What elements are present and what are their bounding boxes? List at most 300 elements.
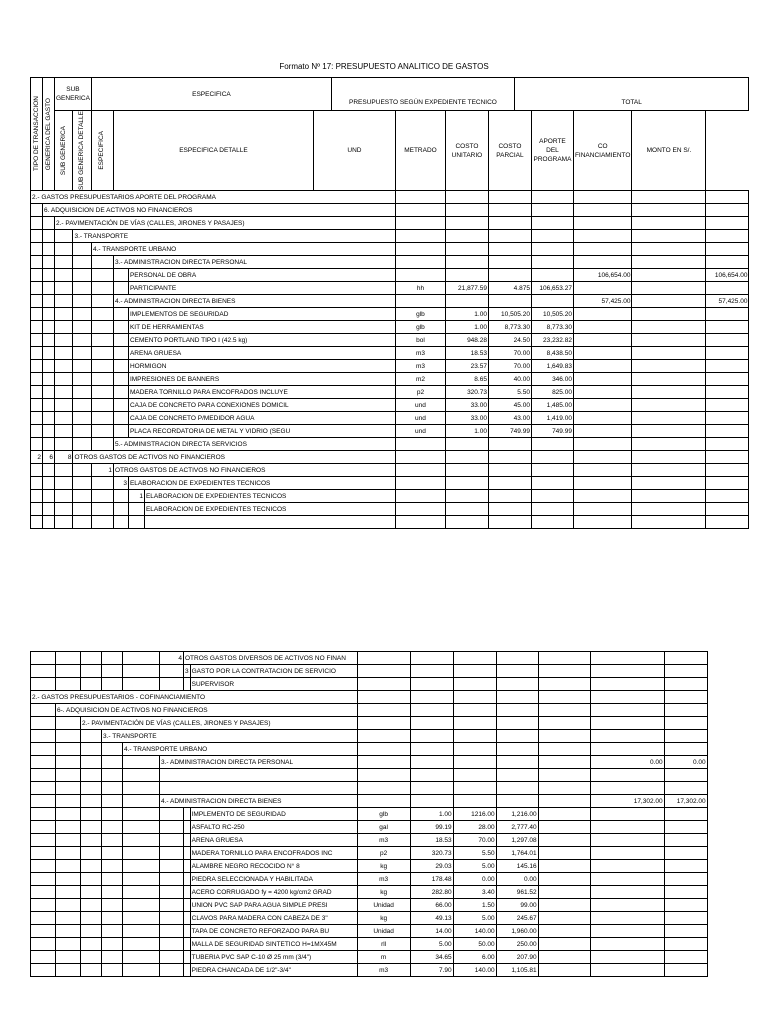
metrado-cell xyxy=(410,704,453,717)
metrado-cell xyxy=(445,438,488,451)
costo-unitario-cell: 5.00 xyxy=(453,860,496,873)
costo-unitario-cell xyxy=(488,477,531,490)
aporte-cell xyxy=(538,860,590,873)
costo-parcial-cell: 749.99 xyxy=(531,425,573,438)
cofin-cell xyxy=(590,652,664,665)
row-description xyxy=(144,516,395,529)
table-row xyxy=(31,691,708,704)
table-row xyxy=(31,795,708,808)
und-cell: hh xyxy=(395,282,445,295)
monto-cell xyxy=(706,412,749,425)
code-cell: 1 xyxy=(128,490,144,503)
costo-unitario-cell: 70.00 xyxy=(488,347,531,360)
costo-unitario-cell xyxy=(453,652,496,665)
monto-cell: 17,302.00 xyxy=(664,795,707,808)
row-description: TAPA DE CONCRETO REFORZADO PARA BU xyxy=(190,925,357,938)
metrado-cell: 49.13 xyxy=(410,912,453,925)
und-cell xyxy=(357,717,410,730)
costo-parcial-cell xyxy=(531,256,573,269)
metrado-cell xyxy=(445,230,488,243)
aporte-cell xyxy=(573,373,632,386)
costo-unitario-cell: 70.00 xyxy=(488,360,531,373)
row-description: CEMENTO PORTLAND TIPO I (42.5 kg) xyxy=(128,334,395,347)
cofin-cell xyxy=(632,503,706,516)
table-row xyxy=(31,269,749,282)
costo-parcial-cell: 1,485.00 xyxy=(531,399,573,412)
costo-parcial-cell xyxy=(531,516,573,529)
metrado-cell xyxy=(445,256,488,269)
und-cell: und xyxy=(395,425,445,438)
costo-unitario-cell: 50.00 xyxy=(453,938,496,951)
metrado-cell xyxy=(410,782,453,795)
row-description xyxy=(160,782,358,795)
costo-parcial-cell: 245.67 xyxy=(496,912,538,925)
cofin-cell xyxy=(632,438,706,451)
aporte-cell xyxy=(573,516,632,529)
und-cell xyxy=(395,269,445,282)
costo-parcial-cell xyxy=(531,230,573,243)
cofin-cell xyxy=(590,730,664,743)
header-costo-unitario: COSTO UNITARIO xyxy=(445,111,488,191)
und-cell: m3 xyxy=(395,360,445,373)
monto-cell xyxy=(664,769,707,782)
monto-cell xyxy=(706,451,749,464)
table-row xyxy=(31,938,708,951)
table-row xyxy=(31,347,749,360)
table-row xyxy=(31,730,708,743)
metrado-cell: 7.90 xyxy=(410,964,453,977)
cofin-cell xyxy=(632,191,706,204)
aporte-cell xyxy=(573,464,632,477)
costo-parcial-cell xyxy=(496,730,538,743)
monto-cell xyxy=(664,691,707,704)
row-description: 6-. ADQUISICION DE ACTIVOS NO FINANCIEROS xyxy=(56,704,358,717)
costo-parcial-cell: 1,419.00 xyxy=(531,412,573,425)
und-cell: m3 xyxy=(357,834,410,847)
cofin-cell xyxy=(590,743,664,756)
cofin-cell xyxy=(590,964,664,977)
header-tipo: TIPO DE TRANSACCION xyxy=(31,78,43,191)
aporte-cell: 57,425.00 xyxy=(573,295,632,308)
cofin-cell xyxy=(632,360,706,373)
costo-unitario-cell xyxy=(488,256,531,269)
costo-parcial-cell: 346.00 xyxy=(531,373,573,386)
metrado-cell: 1.00 xyxy=(445,321,488,334)
table-row xyxy=(31,769,708,782)
und-cell xyxy=(357,652,410,665)
aporte-cell xyxy=(538,678,590,691)
metrado-cell xyxy=(410,756,453,769)
aporte-cell xyxy=(538,743,590,756)
costo-unitario-cell xyxy=(453,756,496,769)
costo-parcial-cell xyxy=(496,704,538,717)
costo-unitario-cell: 28.00 xyxy=(453,821,496,834)
costo-parcial-cell xyxy=(531,295,573,308)
aporte-cell xyxy=(538,795,590,808)
code-cell: 8 xyxy=(55,451,73,464)
table-row xyxy=(31,925,708,938)
und-cell xyxy=(357,665,410,678)
row-description: 2.- PAVIMENTACIÓN DE VÍAS (CALLES, JIRONES Y PASAJES) xyxy=(55,217,396,230)
cofin-cell xyxy=(632,295,706,308)
costo-parcial-cell xyxy=(531,464,573,477)
monto-cell xyxy=(664,886,707,899)
und-cell xyxy=(395,490,445,503)
und-cell xyxy=(357,795,410,808)
header-especifica-group: ESPECIFICA xyxy=(92,78,332,110)
row-description: 2.- GASTOS PRESUPUESTARIOS - COFINANCIAMIENTO xyxy=(31,691,358,704)
monto-cell xyxy=(706,516,749,529)
table-row xyxy=(31,912,708,925)
costo-unitario-cell xyxy=(488,438,531,451)
row-description: MADERA TORNILLO PARA ENCOFRADOS INCLUYE xyxy=(128,386,395,399)
monto-cell xyxy=(706,191,749,204)
metrado-cell: 320.73 xyxy=(445,386,488,399)
aporte-cell xyxy=(573,477,632,490)
costo-parcial-cell xyxy=(496,795,538,808)
cofin-cell xyxy=(632,347,706,360)
table-row xyxy=(31,451,749,464)
und-cell: m2 xyxy=(395,373,445,386)
monto-cell xyxy=(706,425,749,438)
costo-parcial-cell: 0.00 xyxy=(496,873,538,886)
monto-cell xyxy=(706,399,749,412)
monto-cell: 106,654.00 xyxy=(706,269,749,282)
metrado-cell xyxy=(445,451,488,464)
cofin-cell xyxy=(632,308,706,321)
cofin-cell xyxy=(590,769,664,782)
costo-parcial-cell xyxy=(496,652,538,665)
table-row xyxy=(31,782,708,795)
und-cell xyxy=(395,256,445,269)
aporte-cell xyxy=(573,217,632,230)
costo-parcial-cell xyxy=(496,678,538,691)
monto-cell xyxy=(706,464,749,477)
row-description: OTROS GASTOS DE ACTIVOS NO FINANCIEROS xyxy=(73,451,395,464)
und-cell: bol xyxy=(395,334,445,347)
monto-cell xyxy=(664,847,707,860)
monto-cell xyxy=(706,347,749,360)
table-row xyxy=(31,873,708,886)
table-row xyxy=(31,860,708,873)
monto-cell xyxy=(706,477,749,490)
table-row xyxy=(31,295,749,308)
costo-unitario-cell: 5.50 xyxy=(453,847,496,860)
monto-cell xyxy=(664,704,707,717)
table-row xyxy=(31,808,708,821)
aporte-cell xyxy=(538,756,590,769)
aporte-cell xyxy=(573,191,632,204)
und-cell xyxy=(395,191,445,204)
aporte-cell xyxy=(573,282,632,295)
costo-unitario-cell xyxy=(453,691,496,704)
aporte-cell xyxy=(538,925,590,938)
costo-unitario-cell: 749.99 xyxy=(488,425,531,438)
costo-parcial-cell xyxy=(531,204,573,217)
monto-cell xyxy=(706,438,749,451)
table-row xyxy=(31,665,708,678)
costo-parcial-cell xyxy=(496,782,538,795)
costo-unitario-cell xyxy=(488,243,531,256)
costo-unitario-cell xyxy=(453,730,496,743)
cofin-cell xyxy=(590,860,664,873)
costo-unitario-cell xyxy=(453,743,496,756)
costo-parcial-cell xyxy=(531,191,573,204)
table-row xyxy=(31,516,749,529)
table-row xyxy=(31,464,749,477)
cofin-cell xyxy=(590,899,664,912)
row-description: ACERO CORRUGADO fy = 4200 kg/cm2 GRAD xyxy=(190,886,357,899)
row-description: IMPLEMENTO DE SEGURIDAD xyxy=(190,808,357,821)
cofin-cell xyxy=(590,912,664,925)
aporte-cell xyxy=(538,808,590,821)
row-description: PIEDRA SELECCIONADA Y HABILITADA xyxy=(190,873,357,886)
aporte-cell xyxy=(538,873,590,886)
und-cell: m3 xyxy=(395,347,445,360)
row-description: MALLA DE SEGURIDAD SINTETICO H=1MX45M xyxy=(190,938,357,951)
table-row xyxy=(31,886,708,899)
costo-parcial-cell xyxy=(531,438,573,451)
monto-cell xyxy=(664,782,707,795)
monto-cell xyxy=(664,743,707,756)
und-cell xyxy=(357,782,410,795)
aporte-cell xyxy=(538,847,590,860)
und-cell: m3 xyxy=(357,964,410,977)
aporte-cell xyxy=(573,412,632,425)
table-1-body xyxy=(31,191,749,529)
aporte-cell xyxy=(538,964,590,977)
und-cell: und xyxy=(395,412,445,425)
monto-cell xyxy=(706,217,749,230)
aporte-cell xyxy=(538,704,590,717)
cofin-cell xyxy=(590,821,664,834)
und-cell: kg xyxy=(357,860,410,873)
costo-parcial-cell: 8,438.50 xyxy=(531,347,573,360)
metrado-cell xyxy=(410,730,453,743)
cofin-cell xyxy=(590,665,664,678)
row-description: 5.- ADMINISTRACION DIRECTA SERVICIOS xyxy=(113,438,395,451)
table-row xyxy=(31,847,708,860)
cofin-cell xyxy=(590,691,664,704)
und-cell xyxy=(395,230,445,243)
metrado-cell: 18.53 xyxy=(410,834,453,847)
row-description: 4.- TRANSPORTE URBANO xyxy=(123,743,358,756)
costo-parcial-cell xyxy=(531,243,573,256)
und-cell xyxy=(395,477,445,490)
row-description: 4.- ADMINISTRACION DIRECTA BIENES xyxy=(113,295,395,308)
cofin-cell: 0.00 xyxy=(590,756,664,769)
code-cell: 3 xyxy=(113,477,128,490)
metrado-cell xyxy=(410,743,453,756)
und-cell xyxy=(395,243,445,256)
cofin-cell xyxy=(590,951,664,964)
table-row xyxy=(31,399,749,412)
header-sub-generica-group: SUB GENERICA xyxy=(55,78,92,111)
und-cell: Unidad xyxy=(357,899,410,912)
aporte-cell: 106,654.00 xyxy=(573,269,632,282)
aporte-cell xyxy=(538,899,590,912)
metrado-cell xyxy=(445,295,488,308)
costo-parcial-cell xyxy=(531,217,573,230)
header-cofin: CO FINANCIAMIENTO xyxy=(573,111,632,191)
monto-cell xyxy=(664,951,707,964)
monto-cell xyxy=(706,503,749,516)
cofin-cell xyxy=(590,717,664,730)
table-row xyxy=(31,834,708,847)
aporte-cell xyxy=(573,256,632,269)
aporte-cell xyxy=(538,782,590,795)
row-description: MADERA TORNILLO PARA ENCOFRADOS INC xyxy=(190,847,357,860)
cofin-cell xyxy=(632,204,706,217)
aporte-cell xyxy=(573,243,632,256)
monto-cell xyxy=(664,808,707,821)
table-row xyxy=(31,951,708,964)
header-especifica-detalle: ESPECIFICA DETALLE xyxy=(113,111,313,191)
monto-cell xyxy=(664,834,707,847)
cofin-cell xyxy=(632,477,706,490)
monto-cell xyxy=(664,873,707,886)
costo-parcial-cell: 1,764.01 xyxy=(496,847,538,860)
table-row xyxy=(31,743,708,756)
costo-unitario-cell xyxy=(488,204,531,217)
costo-parcial-cell xyxy=(496,691,538,704)
metrado-cell: 320.73 xyxy=(410,847,453,860)
costo-unitario-cell: 5.50 xyxy=(488,386,531,399)
costo-unitario-cell xyxy=(453,704,496,717)
header-especifica: ESPECIFICA xyxy=(91,111,113,191)
aporte-cell xyxy=(573,347,632,360)
und-cell xyxy=(357,769,410,782)
code-cell: 2 xyxy=(31,451,43,464)
table-row xyxy=(31,373,749,386)
metrado-cell: 33.00 xyxy=(445,399,488,412)
aporte-cell xyxy=(538,730,590,743)
metrado-cell xyxy=(410,691,453,704)
metrado-cell xyxy=(410,717,453,730)
metrado-cell xyxy=(445,204,488,217)
metrado-cell xyxy=(445,490,488,503)
table-row xyxy=(31,756,708,769)
aporte-cell xyxy=(573,490,632,503)
code-cell: 6 xyxy=(43,451,55,464)
row-description xyxy=(160,769,358,782)
row-description: PARTICIPANTE xyxy=(128,282,395,295)
metrado-cell xyxy=(445,243,488,256)
metrado-cell: 99.19 xyxy=(410,821,453,834)
costo-parcial-cell: 106,653.27 xyxy=(531,282,573,295)
monto-cell xyxy=(664,678,707,691)
und-cell xyxy=(395,438,445,451)
aporte-cell xyxy=(538,821,590,834)
cofin-cell xyxy=(632,334,706,347)
monto-cell xyxy=(706,490,749,503)
monto-cell xyxy=(706,308,749,321)
metrado-cell: 1.00 xyxy=(410,808,453,821)
monto-cell xyxy=(664,652,707,665)
metrado-cell: 948.28 xyxy=(445,334,488,347)
cofin-cell xyxy=(632,243,706,256)
costo-parcial-cell: 2,777.40 xyxy=(496,821,538,834)
row-description: 3.- TRANSPORTE xyxy=(102,730,358,743)
row-description: UNION PVC SAP PARA AGUA SIMPLE PRESI xyxy=(190,899,357,912)
costo-parcial-cell: 1,105.81 xyxy=(496,964,538,977)
table-row xyxy=(31,308,749,321)
aporte-cell xyxy=(538,938,590,951)
row-description: ELABORACION DE EXPEDIENTES TECNICOS xyxy=(144,490,395,503)
costo-unitario-cell: 4.875 xyxy=(488,282,531,295)
aporte-cell xyxy=(573,204,632,217)
monto-cell xyxy=(664,938,707,951)
costo-parcial-cell: 1,216.00 xyxy=(496,808,538,821)
cofin-cell xyxy=(590,925,664,938)
row-description: 4.- ADMINISTRACION DIRECTA BIENES xyxy=(160,795,358,808)
cofin-cell xyxy=(632,230,706,243)
table-row xyxy=(31,243,749,256)
costo-unitario-cell xyxy=(453,678,496,691)
header-aporte: APORTE DEL PROGRAMA xyxy=(531,111,573,191)
row-description: IMPLEMENTOS DE SEGURIDAD xyxy=(128,308,395,321)
table-1-header xyxy=(31,78,749,191)
row-description: 3.- ADMINISTRACION DIRECTA PERSONAL xyxy=(160,756,358,769)
costo-parcial-cell: 23,232.82 xyxy=(531,334,573,347)
cofin-cell xyxy=(632,269,706,282)
monto-cell xyxy=(664,860,707,873)
cofin-cell xyxy=(632,256,706,269)
cofin-cell xyxy=(590,847,664,860)
costo-unitario-cell xyxy=(488,516,531,529)
cofin-cell xyxy=(632,282,706,295)
und-cell: glb xyxy=(395,308,445,321)
costo-unitario-cell: 40.00 xyxy=(488,373,531,386)
metrado-cell xyxy=(410,665,453,678)
costo-unitario-cell xyxy=(488,217,531,230)
aporte-cell xyxy=(538,886,590,899)
monto-cell: 57,425.00 xyxy=(706,295,749,308)
metrado-cell: 282.80 xyxy=(410,886,453,899)
table-row xyxy=(31,360,749,373)
header-presupuesto: PRESUPUESTO SEGÚN EXPEDIENTE TECNICO xyxy=(332,78,515,110)
monto-cell xyxy=(664,717,707,730)
und-cell: gal xyxy=(357,821,410,834)
costo-unitario-cell: 5.00 xyxy=(453,912,496,925)
table-row xyxy=(31,490,749,503)
row-description: ARENA GRUESA xyxy=(190,834,357,847)
row-description: 6. ADQUISICION DE ACTIVOS NO FINANCIEROS xyxy=(43,204,396,217)
costo-unitario-cell: 45.00 xyxy=(488,399,531,412)
costo-parcial-cell: 1,297.08 xyxy=(496,834,538,847)
und-cell: Unidad xyxy=(357,925,410,938)
costo-parcial-cell xyxy=(496,769,538,782)
costo-parcial-cell: 961.52 xyxy=(496,886,538,899)
metrado-cell xyxy=(410,769,453,782)
monto-cell xyxy=(706,360,749,373)
costo-unitario-cell: 8,773.30 xyxy=(488,321,531,334)
metrado-cell: 8.65 xyxy=(445,373,488,386)
row-description: CAJA DE CONCRETO PARA CONEXIONES DOMICIL xyxy=(128,399,395,412)
aporte-cell xyxy=(538,769,590,782)
metrado-cell xyxy=(445,217,488,230)
monto-cell xyxy=(706,256,749,269)
metrado-cell xyxy=(410,652,453,665)
cofin-cell xyxy=(632,490,706,503)
metrado-cell xyxy=(445,464,488,477)
monto-cell xyxy=(706,321,749,334)
costo-parcial-cell: 1,649.83 xyxy=(531,360,573,373)
document-title: Formato Nº 17: PRESUPUESTO ANALITICO DE GASTOS xyxy=(279,62,489,71)
monto-cell: 0.00 xyxy=(664,756,707,769)
cofin-cell: 17,302.00 xyxy=(590,795,664,808)
und-cell xyxy=(395,503,445,516)
